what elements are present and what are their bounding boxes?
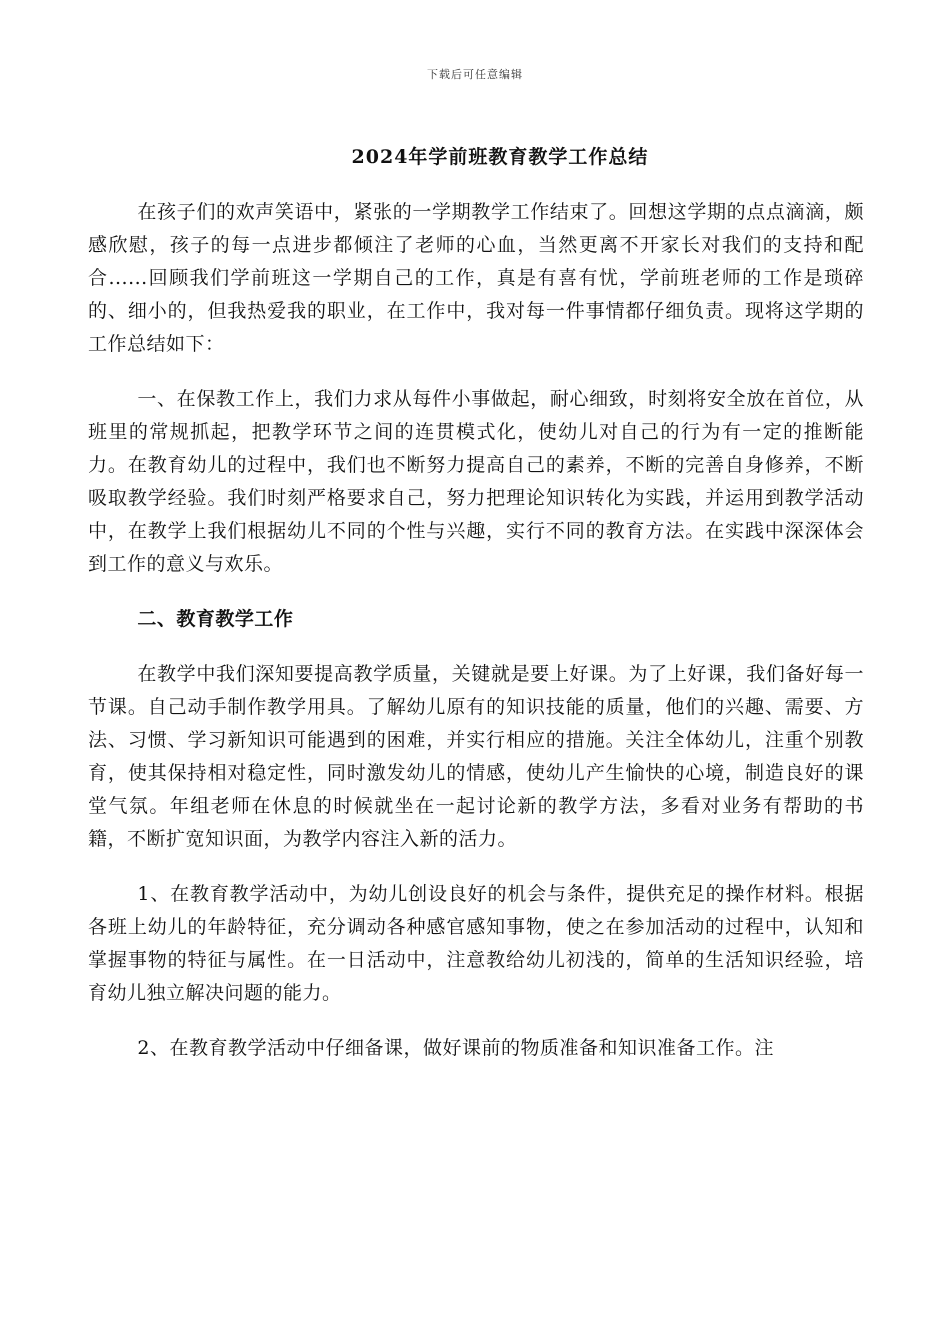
item-two-paragraph: 2、在教育教学活动中仔细备课，做好课前的物质准备和知识准备工作。注 bbox=[137, 1037, 774, 1059]
item-one-paragraph: 1、在教育教学活动中，为幼儿创设良好的机会与条件，提供充足的操作材料。根据各班上幼儿的年龄特征，充分调动各种感官感知事物，使之在参加活动的过程中，认知和掌握事物的特征与属性。在一日活动中，注意教给幼儿初浅的，简单的生活知识经验，培育幼儿独立解决问题的能力。 bbox=[88, 883, 864, 1004]
intro-paragraph: 在孩子们的欢声笑语中，紧张的一学期教学工作结束了。回想这学期的点点滴滴，颇感欣慰，孩子的每一点进步都倾注了老师的心血，当然更离不开家长对我们的支持和配合......回顾我们学前班这一学期自己的工作，真是有喜有忧，学前班老师的工作是琐碎的、细小的，但我热爱我的职业，在工作中，我对每一件事情都仔细负责。现将这学期的工作总结如下： bbox=[88, 201, 864, 355]
header-note: 下载后可任意编辑 bbox=[427, 68, 523, 81]
teaching-paragraph: 在教学中我们深知要提高教学质量，关键就是要上好课。为了上好课，我们备好每一节课。自己动手制作教学用具。了解幼儿原有的知识技能的质量，他们的兴趣、需要、方法、习惯、学习新知识可能遇到的困难，并实行相应的措施。关注全体幼儿，注重个别教育，使其保持相对稳定性，同时激发幼儿的情感，使幼儿产生愉快的心境，制造良好的课堂气氛。年组老师在休息的时候就坐在一起讨论新的教学方法，多看对业务有帮助的书籍，不断扩宽知识面，为教学内容注入新的活力。 bbox=[88, 663, 864, 850]
document-title: 2024年学前班教育教学工作总结 bbox=[351, 146, 649, 168]
section-two-heading: 二、教育教学工作 bbox=[137, 608, 294, 630]
section-one-paragraph: 一、在保教工作上，我们力求从每件小事做起，耐心细致，时刻将安全放在首位，从班里的常规抓起，把教学环节之间的连贯模式化，使幼儿对自己的行为有一定的推断能力。在教育幼儿的过程中，我们也不断努力提高自己的素养，不断的完善自身修养，不断吸取教学经验。我们时刻严格要求自己，努力把理论知识转化为实践，并运用到教学活动中，在教学上我们根据幼儿不同的个性与兴趣，实行不同的教育方法。在实践中深深体会到工作的意义与欢乐。 bbox=[88, 388, 864, 575]
document-body bbox=[88, 196, 864, 1087]
